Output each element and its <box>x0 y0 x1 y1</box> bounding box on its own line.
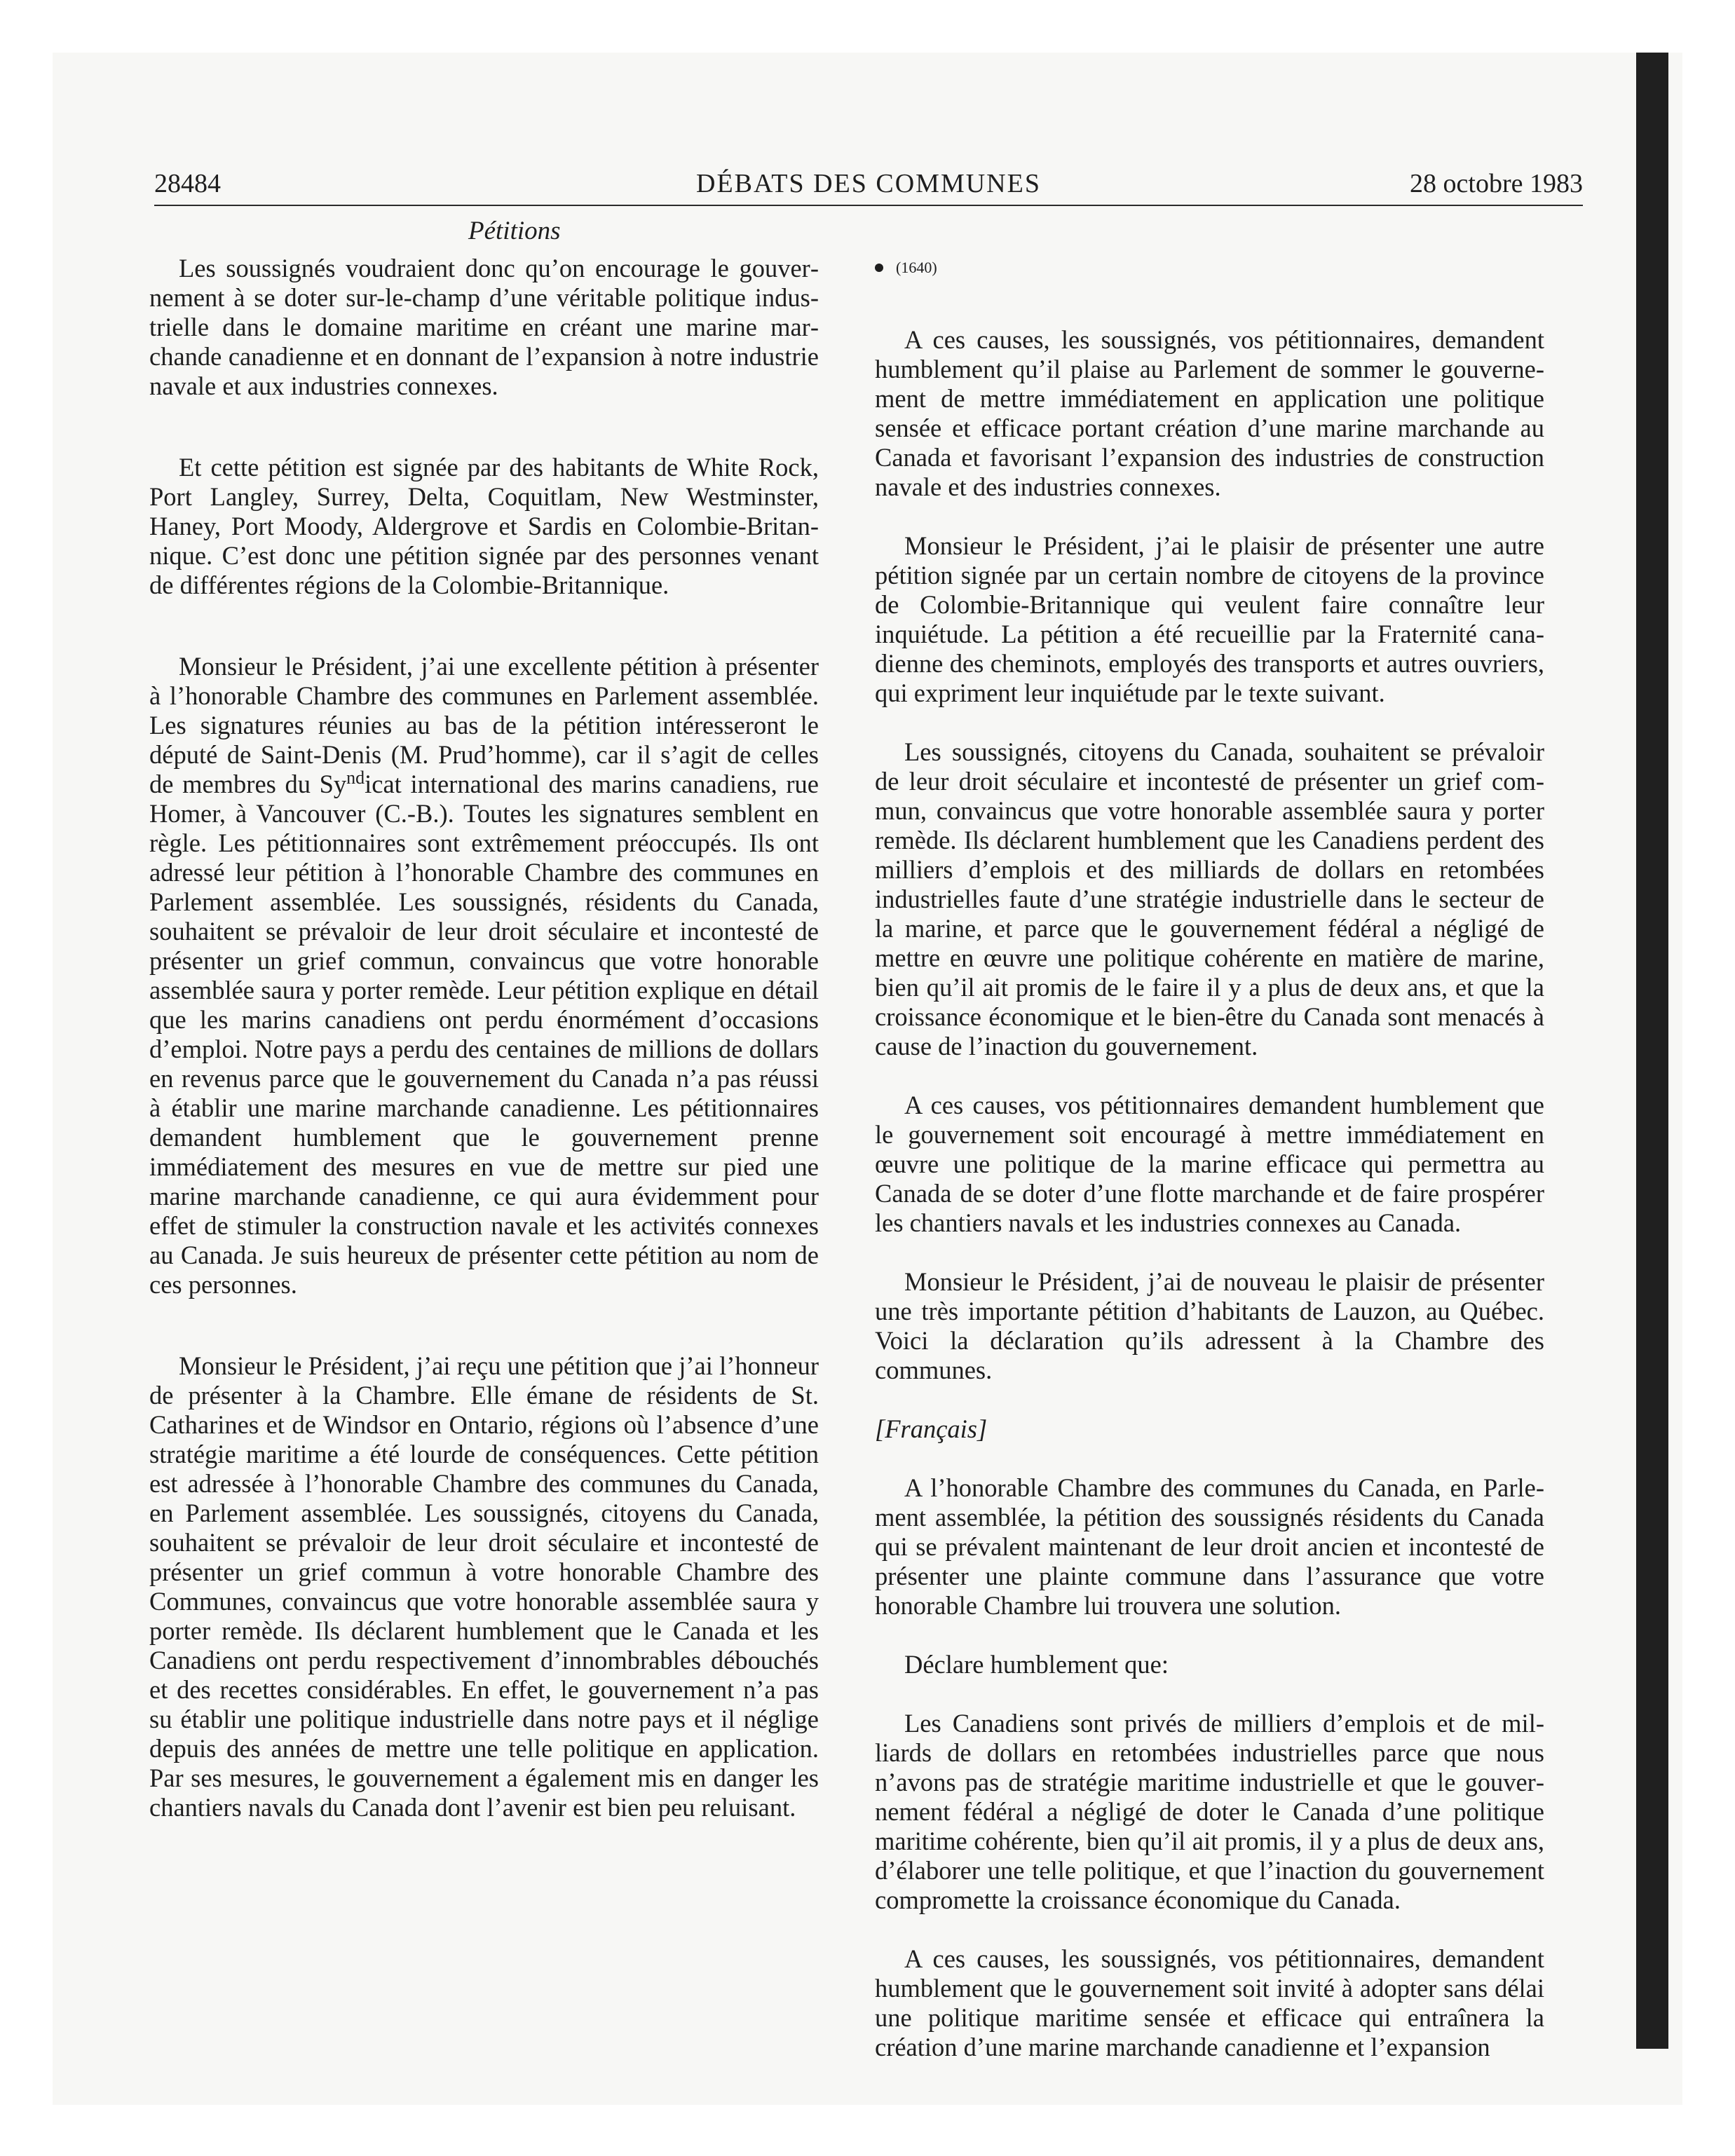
paragraph-text: Monsieur le Président, j’ai une excellente pétition à présenter à l’honorable Chambre des communes en Parlement assemblée. Les signatures réunies au bas de la pétition intéresseront le député de Saint-Denis (M. Prud’homme), car il s’agit de celles de membres du Sy <box>149 652 819 798</box>
left-column <box>149 254 819 1852</box>
paragraph: A ces causes, les soussignés, vos pétitionnaires, demandent humblement que le gouvernement soit invité à adopter sans délai une politique maritime sensée et efficace qui entraînera la création d’une marine marchande canadienne et l’expansion <box>875 1944 1544 2061</box>
time-stamp <box>875 255 1544 280</box>
paragraph-text: icat international des marins canadiens, rue Homer, à Vancouver (C.-B.). Toutes les signatures semblent en règle. Les pétitionnaires sont extrêmement préoccupés. Ils ont adressé leur pétition à l’honorable Chambre des communes en Parlement assemblée. Les soussignés, résidents du Canada, souhaitent se prévaloir de leur droit séculaire et incontesté de présenter un grief commun, convaincus que votre honorable assemblée saura y porter remède. Leur pétition explique en détail que les marins canadiens ont perdu énormément d’occasions d’emploi. Notre pays a perdu des centaines de millions de dollars en revenus parce que le gouvernement du Canada n’a pas réussi à établir une marine marchande canadienne. Les pétitionnaires demandent humblement que le gouvernement prenne immédiatement des mesures en vue de mettre sur pied une marine marchande canadienne, ce qui aura évidemment pour effet de stimuler la construction navale et les activités connexes au Canada. Je suis heureux de présenter cette pétition au nom de ces personnes. <box>149 770 819 1299</box>
section-heading: Pétitions <box>468 217 561 245</box>
paragraph: Monsieur le Président, j’ai le plaisir de présenter une autre pétition signée par un certain nombre de citoyens de la province de Colombie-Britannique qui veulent faire connaître leur inquiétude. La pétition a été recueillie par la Fraternité canadienne des cheminots, employés des transports et autres ouvriers, qui expriment leur inquiétude par le texte suivant. <box>875 531 1544 707</box>
paragraph: Monsieur le Président, j’ai reçu une pétition que j’ai l’honneur de présenter à la Chambre. Elle émane de résidents de St. Catharines et de Windsor en Ontario, régions où l’absence d’une stratégie maritime a été lourde de conséquences. Cette pétition est adressée à l’honorable Chambre des communes du Canada, en Parlement assemblée. Les soussignés, citoyens du Canada, souhaitent se prévaloir de leur droit séculaire et incontesté de présenter un grief commun à votre honorable Chambre des Communes, convaincus que votre honorable assemblée saura y porter remède. Ils déclarent humblement que le Canada et les Canadiens ont perdu respectivement d’innombrables débouchés et des recettes considérables. En effet, le gouvernement n’a pas su établir une politique industrielle dans notre pays et il néglige depuis des années de mettre une telle politique en application. Par ses mesures, le gouvernement a également mis en danger les chantiers navals du Canada dont l’avenir est bien peu reluisant. <box>149 1351 819 1822</box>
paragraph: A ces causes, vos pétitionnaires demandent humblement que le gouvernement soit encouragé à mettre immédiatement en œuvre une politique de la marine efficace qui permettra au Canada de se doter d’une flotte marchande et de faire prospérer les chantiers navals et les industries connexes au Canada. <box>875 1091 1544 1237</box>
paragraph: A l’honorable Chambre des communes du Canada, en Parlement assemblée, la pétition des soussignés résidents du Canada qui se prévalent maintenant de leur droit ancien et incontesté de présenter une plainte commune dans l’assurance que votre honorable Chambre lui trouvera une solution. <box>875 1473 1544 1620</box>
paragraph: Les soussignés, citoyens du Canada, souhaitent se prévaloir de leur droit séculaire et incontesté de présenter un grief commun, convaincus que votre honorable assemblée saura y porter remède. Ils déclarent humblement que les Canadiens perdent des milliers d’emplois et des milliards de dollars en retombées industrielles faute d’une stratégie industrielle dans le secteur de la marine, et parce que le gouvernement fédéral a négligé de mettre en œuvre une politique cohérente en matière de marine, bien qu’il ait promis de le faire il y a plus de deux ans, et que la croissance économique et le bien-être du Canada sont menacés à cause de l’inaction du gouvernement. <box>875 737 1544 1060</box>
right-column <box>875 254 1544 2092</box>
paragraph: Et cette pétition est signée par des habitants de White Rock, Port Langley, Surrey, Delta, Coquitlam, New Westminster, Haney, Port Moody, Aldergrove et Sardis en Colombie-Britannique. C’est donc une pétition signée par des personnes venant de différentes régions de la Colombie-Britannique. <box>149 453 819 599</box>
page-number: 28484 <box>154 169 221 198</box>
running-header <box>154 165 1583 206</box>
time-stamp-text: (1640) <box>896 259 937 276</box>
paragraph: Déclare humblement que: <box>904 1650 1169 1679</box>
paragraph: A ces causes, les soussignés, vos pétitionnaires, demandent humblement qu’il plaise au Parlement de sommer le gouvernement de mettre immédiatement en application une politique sensée et efficace portant création d’une marine marchande au Canada et favorisant l’expansion des industries de construction navale et des industries connexes. <box>875 325 1544 501</box>
bullet-icon <box>875 264 883 272</box>
paragraph <box>149 652 819 1299</box>
paragraph: Les soussignés voudraient donc qu’on encourage le gouvernement à se doter sur-le-champ d’une véritable politique industrielle dans le domaine maritime en créant une marine marchande canadienne et en donnant de l’expansion à notre industrie navale et aux industries connexes. <box>149 254 819 400</box>
scan-edge-shadow <box>1636 53 1668 2049</box>
superscript-text: nd <box>346 767 365 788</box>
language-marker: [Français] <box>875 1414 988 1443</box>
paragraph: Monsieur le Président, j’ai de nouveau le plaisir de présenter une très importante pétition d’habitants de Lauzon, au Québec. Voici la déclaration qu’ils adressent à la Chambre des communes. <box>875 1267 1544 1384</box>
paragraph: Les Canadiens sont privés de milliers d’emplois et de milliards de dollars en retombées industrielles parce que nous n’avons pas de stratégie maritime industrielle et que le gouvernement fédéral a négligé de doter le Canada d’une politique maritime cohérente, bien qu’il ait promis, il y a plus de deux ans, d’élaborer une telle politique, et que l’inaction du gouvernement compromette la croissance économique du Canada. <box>875 1709 1544 1914</box>
journal-title: DÉBATS DES COMMUNES <box>696 169 1041 198</box>
page-date: 28 octobre 1983 <box>1410 169 1583 198</box>
